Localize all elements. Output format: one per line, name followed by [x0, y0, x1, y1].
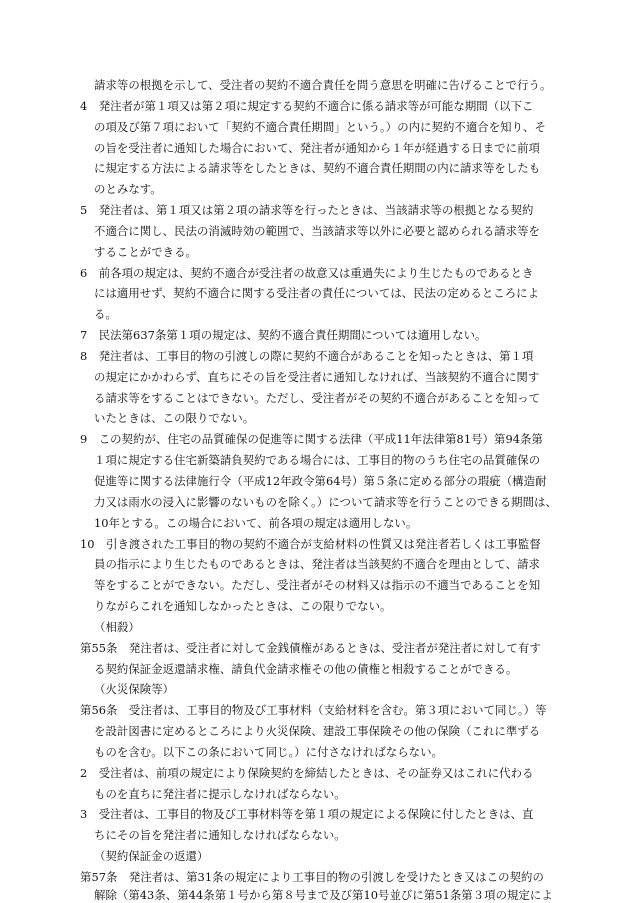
text-line: 10年とする。この場合において、前各項の規定は適用しない。 [94, 516, 418, 530]
text-line: 請求等の根拠を示して、受注者の契約不適合責任を問う意思を明確に告げることで行う。 [94, 78, 552, 92]
text-line: 促進等に関する法律施行令（平成12年政令第64号）第５条に定める部分の瑕疵（構造耐 [94, 474, 547, 488]
section-heading: （契約保証金の返還） [94, 849, 209, 863]
text-line: に規定する方法による請求等をしたときは、契約不適合責任期間の内に請求等をしたも [94, 161, 541, 175]
text-line: りながらこれを通知しなかったときは、この限りでない。 [94, 599, 392, 613]
text-line: のとみなす。 [94, 182, 162, 196]
text-line: 第55条 発注者は、受注者に対して金銭債権があるときは、受注者が発注者に対して有す [80, 641, 541, 655]
text-line: 第56条 受注者は、工事目的物及び工事材料（支給材料を含む。第３項において同じ。）等 [80, 703, 547, 717]
text-line: 解除（第43条、第44条第１号から第８号まで及び第10号並びに第51条第３項の規定によ [94, 888, 553, 902]
section-heading: （火災保険等） [94, 682, 175, 696]
text-line: の規定にかかわらず、直ちにその旨を受注者に通知しなければ、当該契約不適合に関す [94, 370, 540, 384]
section-heading: （相殺） [94, 620, 140, 634]
text-line: る請求等をすることはできない。ただし、受注者がその契約不適合があることを知って [94, 391, 541, 405]
text-line: 2 受注者は、前項の規定により保険契約を締結したときは、その証券又はこれに代わる [80, 766, 534, 780]
text-line: ちにその旨を発注者に通知しなければならない。 [94, 828, 346, 842]
text-line: １項に規定する住宅新築請負契約である場合には、工事目的物のうち住宅の品質確保の [94, 453, 541, 467]
text-line: 7 民法第637条第１項の規定は、契約不適合責任期間については適用しない。 [80, 328, 487, 342]
text-line: ものを含む。以下この条において同じ。）に付さなければならない。 [94, 745, 443, 759]
text-line: 等をすることができない。ただし、受注者がその材料又は指示の不適当であることを知 [94, 578, 541, 592]
text-line: 第57条 発注者は、第31条の規定により工事目的物の引渡しを受けたとき又はこの契約の [80, 870, 544, 884]
text-line: 6 前各項の規定は、契約不適合が受注者の故意又は重過失により生じたものであるとき [80, 266, 534, 280]
text-line: る契約保証金返還請求権、請負代金請求権その他の債権と相殺することができる。 [94, 662, 518, 676]
text-line: ものを直ちに発注者に提示しなければならない。 [94, 787, 346, 801]
text-line: 4 発注者が第１項又は第２項に規定する契約不適合に係る請求等が可能な期間（以下こ [80, 99, 534, 113]
text-line: る。 [94, 307, 117, 321]
text-line: 5 発注者は、第１項又は第２項の請求等を行ったときは、当該請求等の根拠となる契約 [80, 203, 534, 217]
text-line: 員の指示により生じたものであるときは、発注者は当該契約不適合を理由として、請求 [94, 557, 540, 571]
text-line: 力又は雨水の浸入に影響のないものを除く。）について請求等を行うことのできる期間は、 [94, 495, 557, 509]
text-line: 不適合に関し、民法の消滅時効の範囲で、当該請求等以外に必要と認められる請求等を [94, 224, 540, 238]
text-line: の旨を受注者に通知した場合において、発注者が通知から１年が経過する日までに前項 [94, 141, 540, 155]
text-line: 10 引き渡された工事目的物の契約不適合が支給材料の性質又は発注者若しくは工事監督 [80, 537, 541, 551]
text-line: することができる。 [94, 245, 197, 259]
text-line: 3 受注者は、工事目的物及び工事材料等を第１項の規定による保険に付したときは、直 [80, 807, 534, 821]
text-line: 9 この契約が、住宅の品質確保の促進等に関する法律（平成11年法律第81号）第94条第 [80, 432, 543, 446]
text-line: 8 発注者は、工事目的物の引渡しの際に契約不適合があることを知ったときは、第１項 [80, 349, 534, 363]
text-line: を設計図書に定めるところにより火災保険、建設工事保険その他の保険（これに準ずる [94, 724, 541, 738]
text-line: いたときは、この限りでない。 [94, 411, 255, 425]
text-line: には適用せず、契約不適合に関する受注者の責任については、民法の定めるところによ [94, 286, 540, 300]
text-line: の項及び第７項において「契約不適合責任期間」という。）の内に契約不適合を知り、そ [94, 120, 546, 134]
